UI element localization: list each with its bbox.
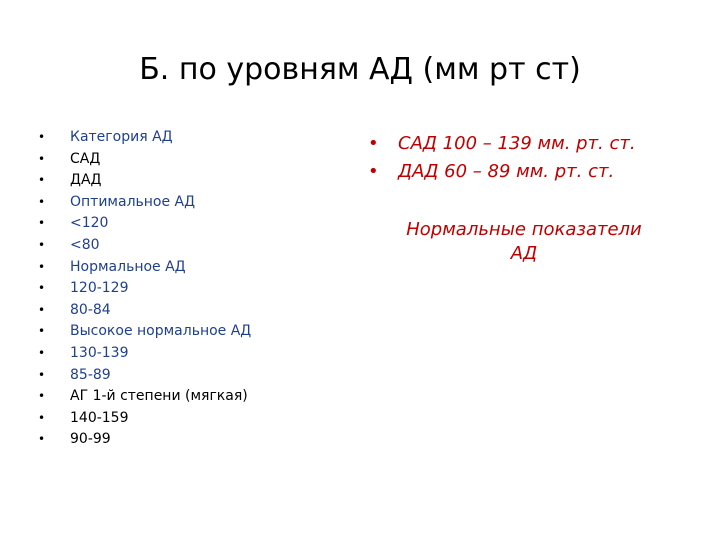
bullet-icon: •	[38, 194, 46, 209]
bullet-icon: •	[38, 345, 46, 360]
bullet-icon: •	[368, 133, 379, 154]
bullet-icon: •	[38, 216, 46, 231]
bullet-icon: •	[38, 130, 46, 144]
list-item-text: Высокое нормальное АД	[70, 323, 252, 340]
bullet-icon: •	[38, 237, 46, 252]
bullet-icon: •	[38, 151, 46, 166]
list-item-text: САД	[70, 150, 101, 167]
list-item-text: 130-139	[70, 344, 129, 361]
list-item-text: 120-129	[70, 280, 129, 297]
bullet-icon: •	[38, 281, 46, 296]
list-item-text: 80-84	[70, 301, 111, 318]
bullet-icon: •	[38, 324, 46, 339]
list-item-text: <80	[70, 236, 100, 253]
bullet-icon: •	[38, 259, 46, 274]
list-item-text: Нормальное АД	[70, 258, 186, 275]
list-item-text: ДАД	[70, 172, 102, 189]
bullet-icon: •	[38, 389, 46, 404]
list-item-text: 85-89	[70, 366, 111, 383]
list-item-text: 90-99	[70, 431, 111, 448]
list-item-text: <120	[70, 215, 109, 232]
bullet-icon: •	[38, 302, 46, 317]
dad-range-text: ДАД 60 – 89 мм. рт. ст.	[398, 161, 615, 182]
bullet-icon: •	[38, 367, 46, 382]
list-item-text: 140-159	[70, 409, 129, 426]
sad-range-text: САД 100 – 139 мм. рт. ст.	[398, 133, 636, 154]
list-item-text: Категория АД	[70, 129, 173, 145]
bullet-icon: •	[38, 173, 46, 188]
normal-indicators-note	[374, 218, 674, 266]
note-line: Нормальные показатели	[406, 219, 642, 240]
bullet-icon: •	[38, 410, 46, 425]
list-item-text: АГ 1-й степени (мягкая)	[70, 388, 248, 405]
note-line: АД	[510, 243, 538, 264]
bullet-icon: •	[38, 432, 46, 447]
slide-title: Б. по уровням АД (мм рт ст)	[139, 52, 581, 87]
bullet-icon: •	[368, 161, 379, 182]
list-item-text: Оптимальное АД	[70, 193, 196, 210]
